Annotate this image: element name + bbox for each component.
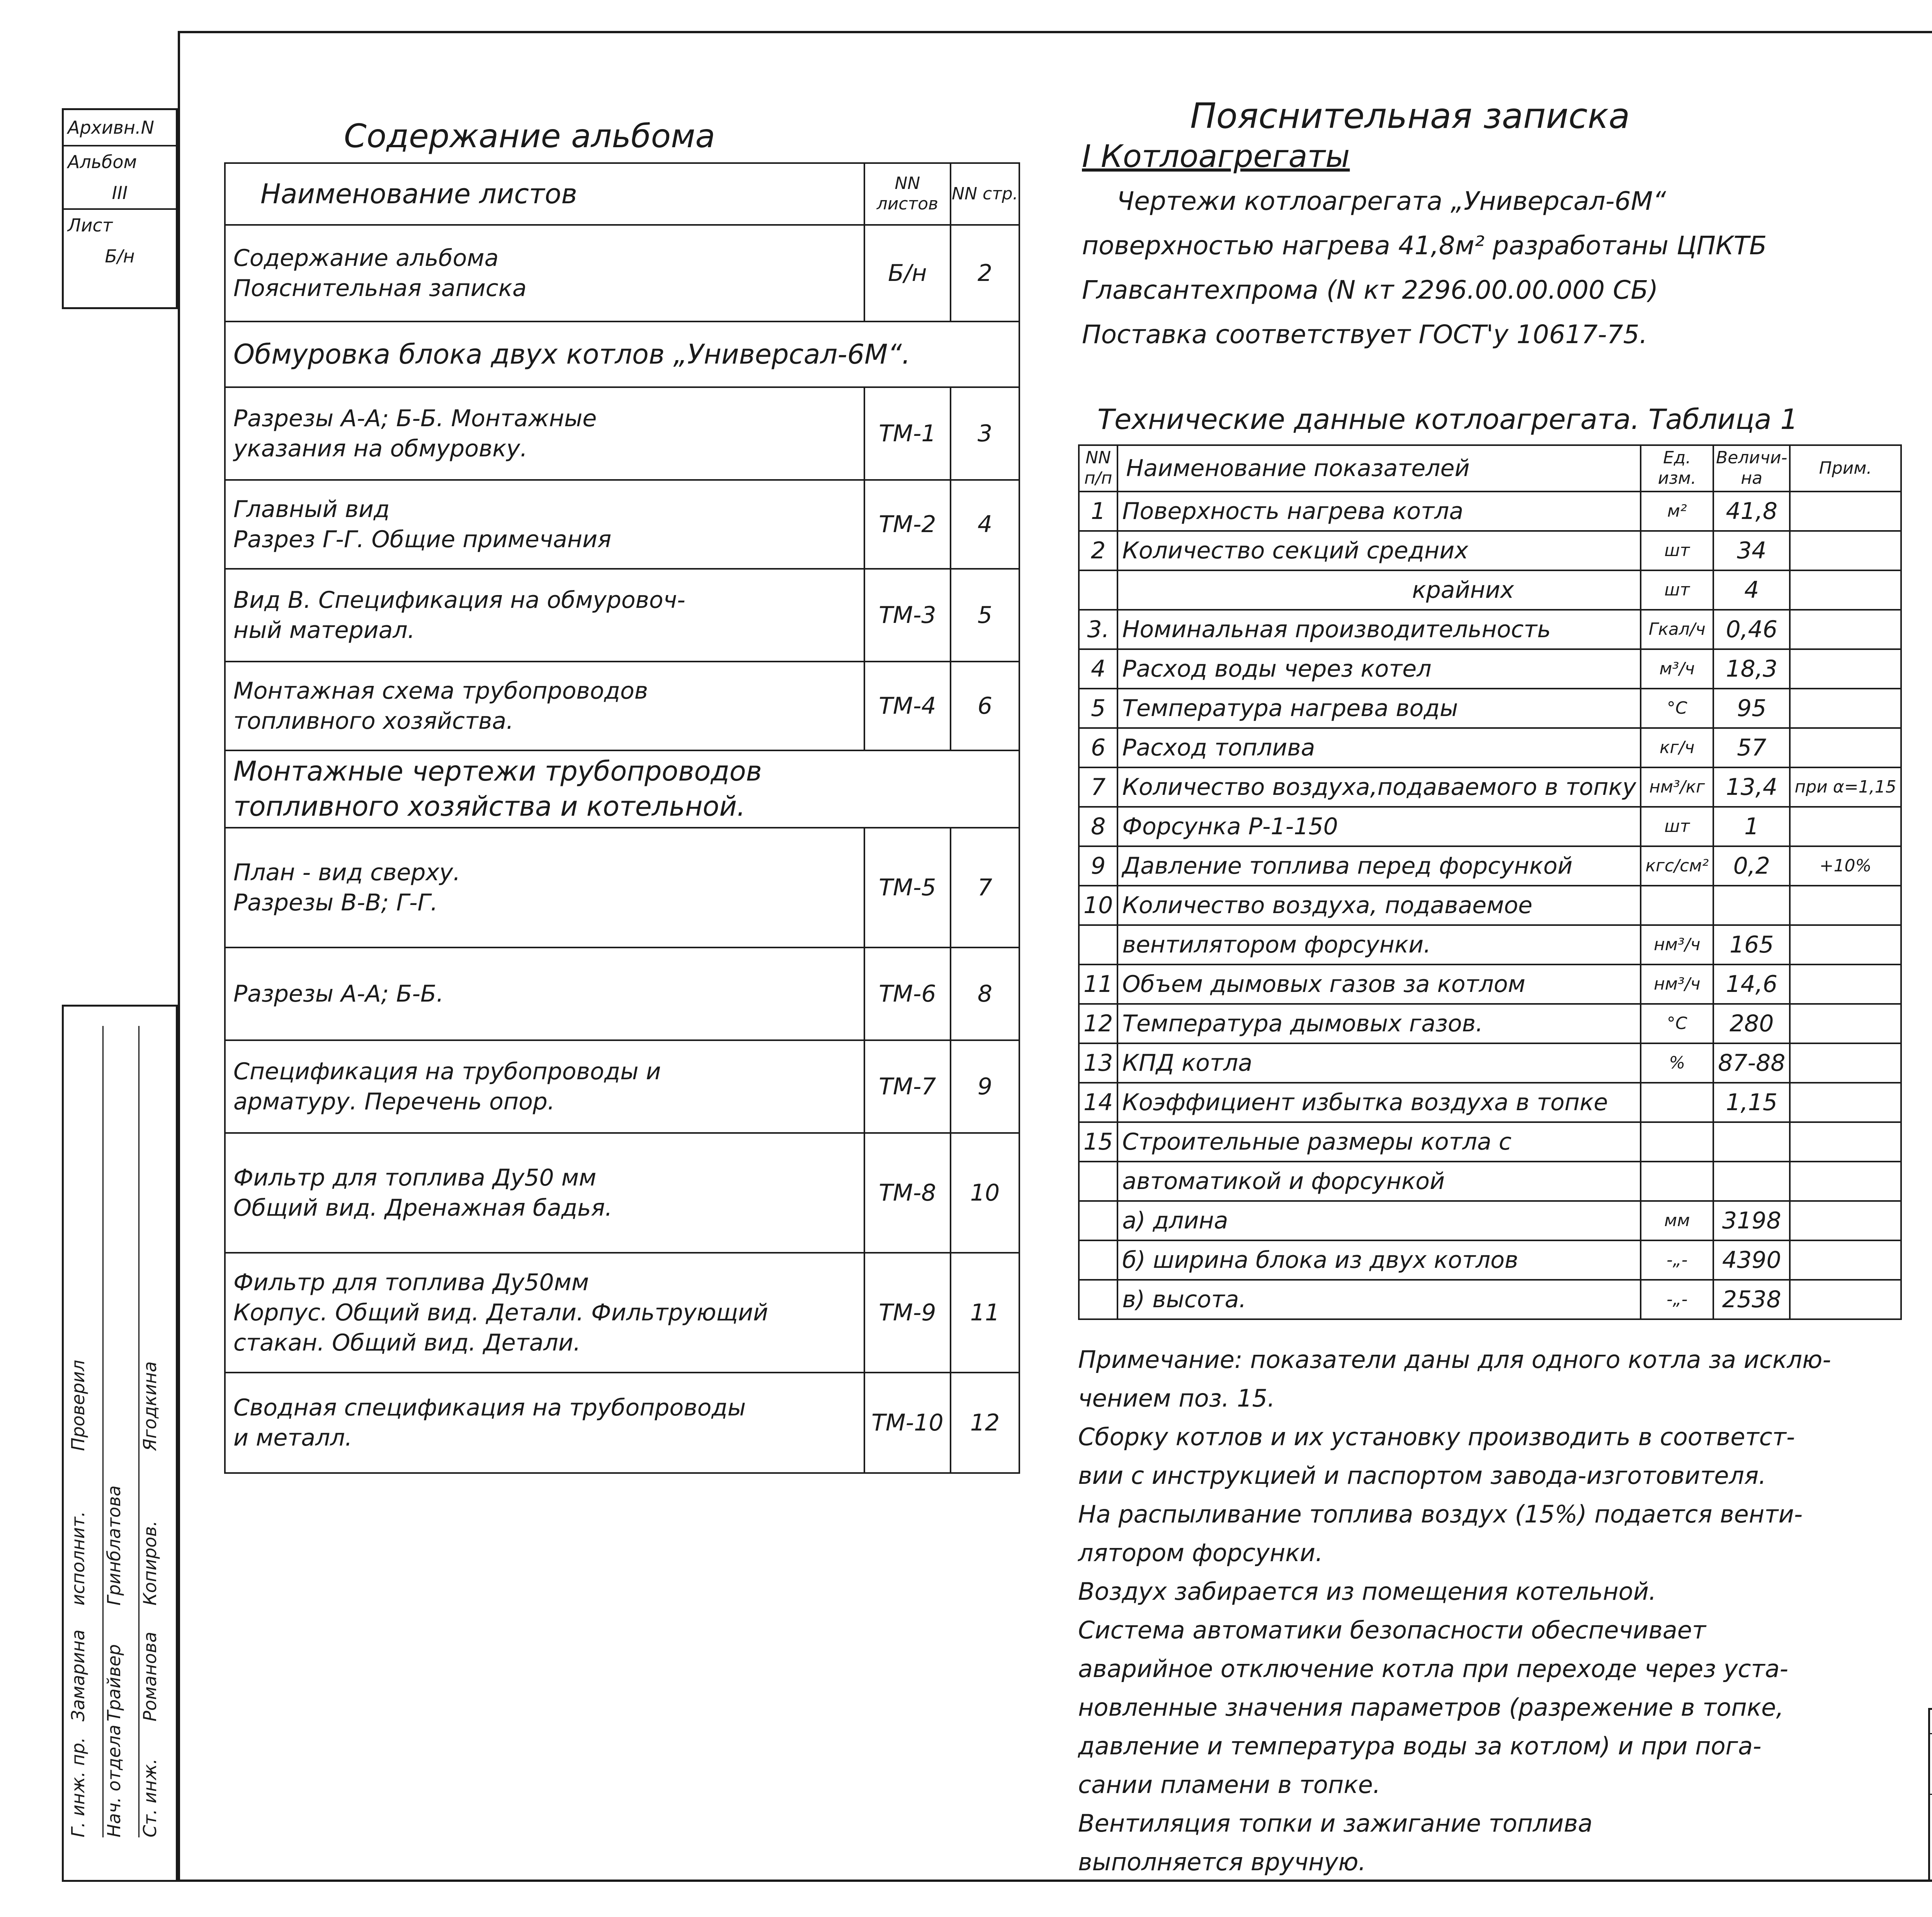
tech-row [1079,492,1901,531]
tech-cell-value: 3198 [1713,1201,1790,1240]
tech-cell-note [1790,1043,1901,1083]
contents-row-sheet: ТМ-4 [864,662,951,750]
tech-cell-n [1079,570,1117,610]
note-line: Вентиляция топки и зажигание топлива [1078,1809,1593,1837]
tech-cell-note: при α=1,15 [1790,767,1901,807]
tech-cell-unit: -„- [1641,1280,1713,1319]
contents-row-page: 4 [951,480,1019,569]
tech-cell-note [1790,649,1901,689]
note-line: чением поз. 15. [1078,1384,1275,1412]
tech-cell-value: 95 [1713,689,1790,728]
contents-row-sheet: ТМ-2 [864,480,951,569]
column-header: Ягодкина [139,1361,160,1451]
staff-role: Нач. отдела [104,1725,124,1837]
contents-row [225,750,1019,828]
tech-row [1079,728,1901,767]
contents-row-page: 12 [951,1373,1019,1473]
tech-header-note: Прим. [1790,445,1901,492]
contents-row-page: 9 [951,1040,1019,1133]
tech-cell-unit: шт [1641,807,1713,846]
tech-cell-value: 2538 [1713,1280,1790,1319]
tech-cell-note [1790,689,1901,728]
contents-row [225,225,1019,321]
tech-table-title: Технические данные котлоагрегата. Таблица 1 [1097,403,1798,435]
tech-header-name: Наименование показателей [1117,445,1641,492]
tech-cell-name: автоматикой и форсункой [1117,1162,1641,1201]
contents-row-name: Содержание альбома Пояснительная записка [225,225,864,321]
tech-cell-unit: нм³/кг [1641,767,1713,807]
tech-cell-n: 3. [1079,610,1117,649]
tech-cell-name: Номинальная производительность [1117,610,1641,649]
tech-row [1079,767,1901,807]
archive-label: Архивн.N [64,110,176,146]
tech-cell-name: Форсунка Р-1-150 [1117,807,1641,846]
contents-body [225,225,1019,1473]
column-header: Проверил [68,1360,88,1451]
note-line: вии с инструкцией и паспортом завода-изготовителя. [1078,1461,1766,1490]
title-block [1928,1708,1932,1882]
tech-cell-note [1790,807,1901,846]
tech-row [1079,689,1901,728]
contents-row [225,662,1019,750]
tech-cell-name: Объем дымовых газов за котлом [1117,964,1641,1004]
tech-row [1079,1043,1901,1083]
tech-cell-unit: нм³/ч [1641,964,1713,1004]
tech-cell-n [1079,1162,1117,1201]
tech-cell-n: 1 [1079,492,1117,531]
note-line: давление и температура воды за котлом) и при пога- [1078,1732,1762,1760]
tech-cell-n: 9 [1079,846,1117,886]
tech-row [1079,1240,1901,1280]
tech-cell-unit [1641,1083,1713,1122]
contents-row-page: 5 [951,569,1019,662]
contents-row-name: Фильтр для топлива Ду50мм Корпус. Общий вид. Детали. Фильтрующий стакан. Общий вид. Детали. [225,1253,864,1373]
contents-row-sheet: ТМ-10 [864,1373,951,1473]
tech-cell-name: вентилятором форсунки. [1117,925,1641,964]
contents-header-name: Наименование листов [225,163,864,225]
tech-cell-note [1790,1122,1901,1162]
tech-row [1079,570,1901,610]
tech-cell-value: 57 [1713,728,1790,767]
note-line: сании пламени в топке. [1078,1771,1381,1799]
tech-cell-note: +10% [1790,846,1901,886]
tech-cell-note [1790,964,1901,1004]
tech-cell-unit: кгс/см² [1641,846,1713,886]
tech-row [1079,886,1901,925]
tech-cell-n [1079,1240,1117,1280]
tech-cell-note [1790,1201,1901,1240]
tech-cell-value [1713,886,1790,925]
tech-cell-value: 165 [1713,925,1790,964]
tech-cell-n: 10 [1079,886,1117,925]
tech-cell-unit [1641,1162,1713,1201]
tech-row [1079,964,1901,1004]
tech-cell-n [1079,1280,1117,1319]
note-line: Примечание: показатели даны для одного котла за исклю- [1078,1345,1831,1374]
tech-row [1079,807,1901,846]
tech-cell-name: КПД котла [1117,1043,1641,1083]
column-header: исполнит. [68,1511,88,1606]
contents-row-name: Разрезы А-А; Б-Б. Монтажные указания на обмуровку. [225,387,864,480]
staff-role: Ст. инж. [139,1758,160,1837]
tech-cell-name: Расход топлива [1117,728,1641,767]
note-line: Воздух забирается из помещения котельной. [1078,1577,1656,1606]
tech-cell-value: 18,3 [1713,649,1790,689]
intro-line: Чертежи котлоагрегата „Универсал-6М“ [1117,186,1666,216]
contents-row [225,947,1019,1040]
staff-strip [62,1005,178,1882]
tech-cell-note [1790,925,1901,964]
tech-cell-name: крайних [1117,570,1641,610]
desc-line [1930,1829,1932,1846]
note-line: Система автоматики безопасности обеспечивает [1078,1616,1706,1644]
tech-cell-name: Строительные размеры котла с [1117,1122,1641,1162]
tech-cell-unit: °С [1641,1004,1713,1043]
tech-cell-name: а) длина [1117,1201,1641,1240]
tech-cell-n: 6 [1079,728,1117,767]
contents-row [225,321,1019,387]
tech-cell-unit: м² [1641,492,1713,531]
tech-cell-value: 87-88 [1713,1043,1790,1083]
contents-row-page: 10 [951,1133,1019,1253]
tech-cell-unit: °С [1641,689,1713,728]
desc-line [1930,1795,1932,1812]
tech-cell-n: 4 [1079,649,1117,689]
contents-row [225,387,1019,480]
contents-row-sheet: ТМ-6 [864,947,951,1040]
tech-cell-name: Расход воды через котел [1117,649,1641,689]
contents-row-name: Разрезы А-А; Б-Б. [225,947,864,1040]
tech-row [1079,1280,1901,1319]
contents-row-page: 2 [951,225,1019,321]
intro-line: поверхностью нагрева 41,8м² разработаны ЦПКТБ [1082,231,1767,260]
tech-cell-note [1790,886,1901,925]
note-line: лятором форсунки. [1078,1539,1323,1567]
tech-cell-n: 2 [1079,531,1117,570]
tech-cell-n [1079,1201,1117,1240]
tech-cell-unit: -„- [1641,1240,1713,1280]
note-line: На распыливание топлива воздух (15%) подается венти- [1078,1500,1803,1528]
contents-row-name: Спецификация на трубопроводы и арматуру. Перечень опор. [225,1040,864,1133]
tech-cell-unit [1641,886,1713,925]
tech-cell-note [1790,531,1901,570]
tech-cell-n: 12 [1079,1004,1117,1043]
tech-cell-note [1790,1083,1901,1122]
staff-name: Трайвер [104,1644,124,1721]
contents-row-page: 3 [951,387,1019,480]
staff-name: Замарина [68,1630,88,1721]
tech-header-n: NN п/п [1079,445,1117,492]
tech-cell-name: Поверхность нагрева котла [1117,492,1641,531]
staff-name: Романова [139,1631,160,1721]
sheet-number: Б/н [105,246,135,267]
tech-cell-value [1713,1162,1790,1201]
sheet-label: Лист [68,215,113,236]
contents-table [224,162,1020,1474]
album-label: Альбом [68,151,137,172]
tech-row [1079,1201,1901,1240]
tech-cell-note [1790,610,1901,649]
contents-row [225,1040,1019,1133]
contents-row-name: Монтажные чертежи трубопроводов топливного хозяйства и котельной. [225,750,1019,828]
tech-cell-unit: шт [1641,531,1713,570]
tech-cell-note [1790,728,1901,767]
contents-row-sheet: ТМ-5 [864,828,951,947]
tech-cell-name: Температура дымовых газов. [1117,1004,1641,1043]
tech-cell-value: 1 [1713,807,1790,846]
contents-row [225,1373,1019,1473]
tech-header-value: Величи-на [1713,445,1790,492]
tech-header-unit: Ед. изм. [1641,445,1713,492]
tech-cell-value: 0,2 [1713,846,1790,886]
column-header: Копиров. [139,1521,160,1606]
org-line1 [1930,1710,1932,1734]
tech-cell-name: Давление топлива перед форсункой [1117,846,1641,886]
staff-columns [68,1026,172,1837]
contents-row-sheet: ТМ-7 [864,1040,951,1133]
tech-cell-value: 280 [1713,1004,1790,1043]
contents-header-page: NN стр. [951,163,1019,225]
tech-cell-n: 15 [1079,1122,1117,1162]
contents-row-name: Главный вид Разрез Г-Г. Общие примечания [225,480,864,569]
desc-line [1930,1812,1932,1829]
tech-cell-unit: м³/ч [1641,649,1713,689]
tech-cell-value: 41,8 [1713,492,1790,531]
tech-cell-n: 8 [1079,807,1117,846]
tech-cell-note [1790,1162,1901,1201]
tech-cell-value [1713,1122,1790,1162]
tech-cell-name: Количество воздуха, подаваемое [1117,886,1641,925]
section1-title: I Котлоагрегаты [1082,138,1350,174]
tech-cell-n: 11 [1079,964,1117,1004]
tech-cell-unit: шт [1641,570,1713,610]
tech-cell-value: 0,46 [1713,610,1790,649]
tech-row [1079,1004,1901,1043]
contents-row-name: Сводная спецификация на трубопроводы и металл. [225,1373,864,1473]
contents-row-name: Монтажная схема трубопроводов топливного хозяйства. [225,662,864,750]
contents-row-page: 7 [951,828,1019,947]
tech-cell-note [1790,492,1901,531]
contents-row-page: 8 [951,947,1019,1040]
contents-row [225,828,1019,947]
contents-row-page: 11 [951,1253,1019,1373]
tech-cell-n: 5 [1079,689,1117,728]
tech-row [1079,846,1901,886]
org-line2 [1930,1734,1932,1773]
tech-cell-value: 4390 [1713,1240,1790,1280]
tech-row [1079,925,1901,964]
contents-row [225,480,1019,569]
tech-cell-unit: кг/ч [1641,728,1713,767]
contents-row-name: План - вид сверху. Разрезы В-В; Г-Г. [225,828,864,947]
contents-row-sheet: ТМ-8 [864,1133,951,1253]
contents-row-page: 6 [951,662,1019,750]
contents-header-num: NN листов [864,163,951,225]
album-number: III [64,177,176,210]
contents-row [225,1253,1019,1373]
note-line: Сборку котлов и их установку производить в соответст- [1078,1423,1795,1451]
tech-row [1079,610,1901,649]
tech-cell-unit: нм³/ч [1641,925,1713,964]
note-line: новленные значения параметров (разрежение в топке, [1078,1693,1784,1721]
tech-cell-name: Температура нагрева воды [1117,689,1641,728]
tech-cell-unit: % [1641,1043,1713,1083]
tech-row [1079,1083,1901,1122]
contents-row-name: Фильтр для топлива Ду50 мм Общий вид. Дренажная бадья. [225,1133,864,1253]
tech-body [1079,492,1901,1319]
contents-row-sheet: ТМ-9 [864,1253,951,1373]
tech-cell-note [1790,1280,1901,1319]
contents-row [225,1133,1019,1253]
intro-line: Главсантехпрома (N кт 2296.00.00.000 СБ) [1082,275,1658,305]
tech-cell-note [1790,1240,1901,1280]
tech-table [1078,444,1902,1320]
desc-line [1930,1846,1932,1863]
tech-row [1079,531,1901,570]
contents-row-sheet: ТМ-3 [864,569,951,662]
tech-row [1079,649,1901,689]
tech-cell-name: Количество воздуха,подаваемого в топку [1117,767,1641,807]
tech-cell-value: 4 [1713,570,1790,610]
tech-row [1079,1162,1901,1201]
tech-cell-n [1079,925,1117,964]
contents-title: Содержание альбома [344,117,715,155]
note-title: Пояснительная записка [1190,96,1630,136]
staff-role: Г. инж. пр. [68,1737,88,1837]
tech-cell-note [1790,570,1901,610]
tech-cell-value: 14,6 [1713,964,1790,1004]
tech-cell-unit: Гкал/ч [1641,610,1713,649]
tech-cell-n: 7 [1079,767,1117,807]
contents-row-name: Обмуровка блока двух котлов „Универсал-6М“. [225,321,1019,387]
tech-cell-n: 14 [1079,1083,1117,1122]
org-cell [1930,1710,1932,1884]
tech-row [1079,1122,1901,1162]
archive-stamp [62,108,178,309]
tech-cell-unit [1641,1122,1713,1162]
note-line: выполняется вручную. [1078,1848,1366,1876]
tech-cell-note [1790,1004,1901,1043]
contents-row-sheet: Б/н [864,225,951,321]
column-header: Гринблатова [104,1485,124,1606]
tech-cell-value: 1,15 [1713,1083,1790,1122]
tech-cell-unit: мм [1641,1201,1713,1240]
note-line: аварийное отключение котла при переходе через уста- [1078,1655,1789,1683]
contents-row [225,569,1019,662]
intro-line: Поставка соответствует ГОСТ'у 10617-75. [1082,320,1648,349]
tech-cell-name: Коэффициент избытка воздуха в топке [1117,1083,1641,1122]
tech-cell-name: Количество секций средних [1117,531,1641,570]
tech-cell-value: 13,4 [1713,767,1790,807]
tech-cell-n: 13 [1079,1043,1117,1083]
contents-row-name: Вид В. Спецификация на обмуровоч- ный материал. [225,569,864,662]
tech-cell-value: 34 [1713,531,1790,570]
tech-cell-name: б) ширина блока из двух котлов [1117,1240,1641,1280]
contents-row-sheet: ТМ-1 [864,387,951,480]
tech-cell-name: в) высота. [1117,1280,1641,1319]
